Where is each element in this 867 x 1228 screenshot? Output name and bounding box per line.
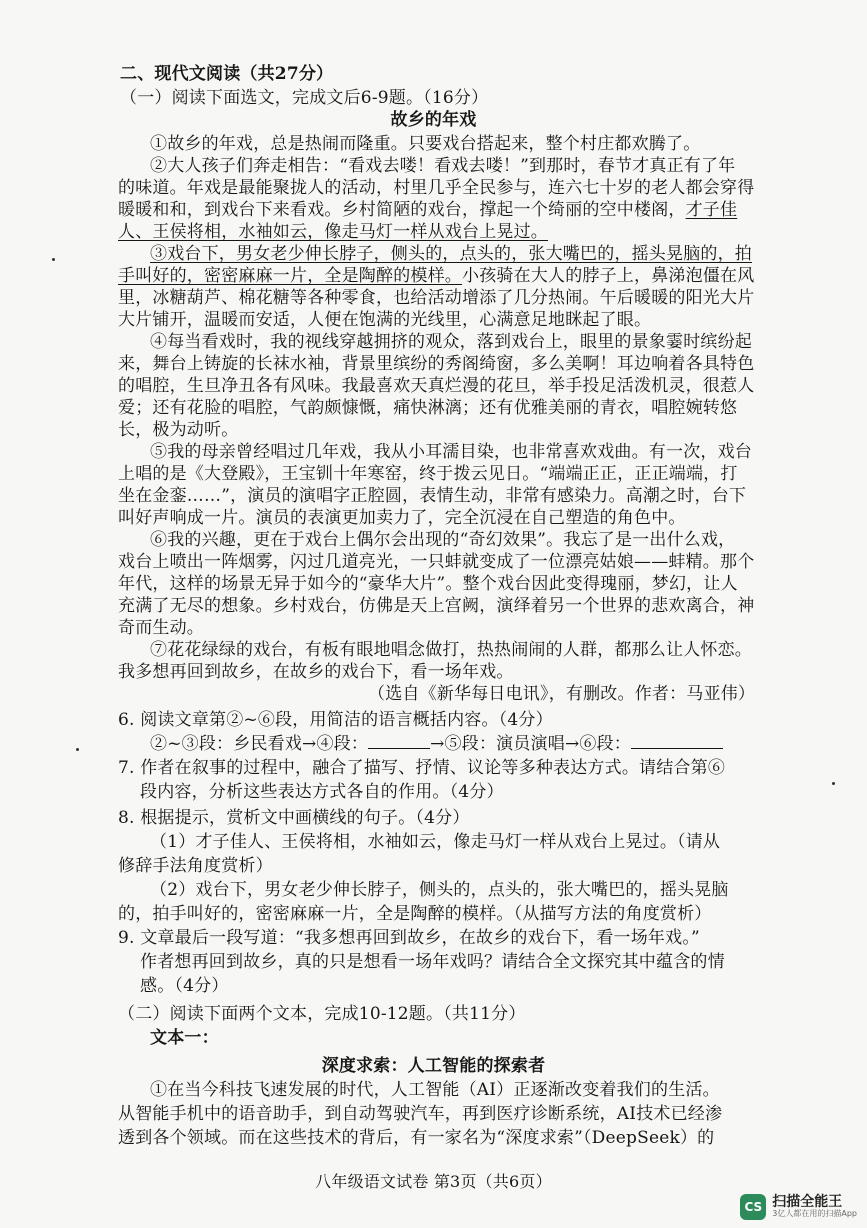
text1-line-3: 透到各个领域。而在这些技术的背后，有一家名为“深度求索”（DeepSeek）的 — [118, 1128, 715, 1148]
question-8-sub-2-line-2: 的，拍手叫好的，密密麻麻一片，全是陶醉的模样。（从描写方法的角度赏析） — [118, 904, 712, 924]
text1-title: 深度求索：人工智能的探索者 — [321, 1056, 546, 1076]
scan-speck — [832, 782, 835, 785]
part1-intro: （一）阅读下面选文，完成文后6-9题。（16分） — [120, 88, 489, 108]
watermark-subtitle: 3亿人都在用的扫描App — [772, 1209, 857, 1219]
question-8: 8. 根据提示，赏析文中画横线的句子。（4分） — [118, 808, 470, 828]
scanner-watermark — [740, 1194, 857, 1220]
watermark-text — [772, 1195, 857, 1219]
paragraph-3-line-3: 里，冰糖葫芦、棉花糖等各种零食，也给活动增添了几分热闹。午后暖暖的阳光大片 — [118, 288, 755, 308]
underlined-sentence-2-end: 手叫好的，密密麻麻一片，全是陶醉的模样。 — [118, 266, 462, 286]
question-7-line-2: 段内容，分析这些表达方式各自的作用。（4分） — [140, 782, 504, 802]
question-8-sub-1-line-2: 修辞手法角度赏析） — [118, 856, 273, 876]
underlined-sentence-2-start: ③戏台下，男女老少伸长脖子，侧头的，点头的，张大嘴巴的，摇头晃脑的，拍 — [150, 244, 752, 264]
section-heading: 二、现代文阅读（共27分） — [120, 64, 334, 84]
paragraph-5-line-1: ⑤我的母亲曾经唱过几年戏，我从小耳濡目染，也非常喜欢戏曲。有一次，戏台 — [150, 442, 752, 462]
scanner-logo-icon: CS — [740, 1194, 766, 1220]
paragraph-3-line-2-rest: 小孩骑在大人的脖子上，鼻涕泡僵在风 — [462, 266, 755, 286]
scan-speck — [76, 748, 79, 751]
paragraph-5-line-2: 上唱的是《大登殿》，王宝钏十年寒窑，终于拨云见日。“端端正正，正正端端，打 — [118, 464, 738, 484]
q6-part-a: ②~③段：乡民看戏→④段： — [150, 734, 369, 754]
paragraph-7-line-1: ⑦花花绿绿的戏台，有板有眼地唱念做打，热热闹闹的人群，都那么让人怀恋。 — [150, 640, 752, 660]
paragraph-6-line-4: 充满了无尽的想象。乡村戏台，仿佛是天上宫阙，演绎着另一个世界的悲欢离合，神 — [118, 596, 755, 616]
paragraph-6-line-3: 年代，这样的场景无异于如今的“豪华大片”。整个戏台因此变得瑰丽，梦幻，让人 — [118, 574, 738, 594]
paragraph-6-line-2: 戏台上喷出一阵烟雾，闪过几道亮光，一只蚌就变成了一位漂亮姑娘——蚌精。那个 — [118, 552, 755, 572]
paragraph-3-line-4: 大片铺开，温暖而安适，人便在饱满的光线里，心满意足地眯起了眼。 — [118, 310, 652, 330]
underlined-sentence-1-end: 人、王侯将相，水袖如云，像走马灯一样从戏台上晃过。 — [118, 222, 548, 242]
scan-speck — [52, 258, 55, 261]
q6-answer-blank-1[interactable] — [368, 733, 430, 749]
q6-part-b: →⑤段：演员演唱→⑥段： — [430, 734, 631, 754]
paragraph-4-line-1: ④每当看戏时，我的视线穿越拥挤的观众，落到戏台上，眼里的景象霎时缤纷起 — [150, 332, 752, 352]
watermark-title: 扫描全能王 — [772, 1193, 843, 1210]
text1-label: 文本一： — [150, 1028, 219, 1048]
question-9-line-1: 9. 文章最后一段写道：“我多想再回到故乡，在故乡的戏台下，看一场年戏。” — [118, 928, 700, 948]
paragraph-1: ①故乡的年戏，总是热闹而隆重。只要戏台搭起来，整个村庄都欢腾了。 — [150, 134, 701, 154]
question-9-line-3: 感。（4分） — [140, 976, 229, 996]
paragraph-2-line-1: ②大人孩子们奔走相告：“看戏去喽！看戏去喽！”到那时，春节才真正有了年 — [150, 156, 736, 176]
paragraph-2-line-3 — [118, 198, 737, 222]
article-source: （选自《新华每日电讯》，有删改。作者：马亚伟） — [368, 684, 756, 704]
text1-line-2: 从智能手机中的语音助手，到自动驾驶汽车，再到医疗诊断系统，AI技术已经渗 — [118, 1104, 723, 1124]
question-6-summary-line — [150, 732, 723, 756]
text1-line-1: ①在当今科技飞速发展的时代，人工智能（AI）正逐渐改变着我们的生活。 — [150, 1080, 720, 1100]
paragraph-4-line-3: 的唱腔，生旦净丑各有风味。我最喜欢天真烂漫的花旦，举手投足活泼机灵，很惹人 — [118, 376, 755, 396]
underlined-sentence-1-start: 才子佳 — [685, 200, 738, 220]
part2-intro: （二）阅读下面两个文本，完成10-12题。（共11分） — [118, 1004, 526, 1024]
paragraph-3-line-2 — [118, 264, 754, 288]
paragraph-2-line-3-text: 暖暖和和，到戏台下来看戏。乡村简陋的戏台，撑起一个绮丽的空中楼阁， — [118, 200, 686, 220]
paragraph-7-line-2: 我多想再回到故乡，在故乡的戏台下，看一场年戏。 — [118, 662, 514, 682]
paragraph-4-line-2: 来，舞台上铸旋的长袜水袖，背景里缤纷的秀阁绮窗，多么美啊！耳边响着各具特色 — [118, 354, 755, 374]
paragraph-2-line-2: 的味道。年戏是最能聚拢人的活动，村里几乎全民参与，连六七十岁的老人都会穿得 — [118, 178, 755, 198]
paragraph-4-line-4: 爱；还有花脸的唱腔，气韵颇慷慨，痛快淋漓；还有优雅美丽的青衣，唱腔婉转悠 — [118, 398, 738, 418]
article-title: 故乡的年戏 — [390, 110, 477, 130]
question-9-line-2: 作者想再回到故乡，真的只是想看一场年戏吗？请结合全文探究其中蕴含的情 — [140, 952, 725, 972]
paragraph-6-line-1: ⑥我的兴趣，更在于戏台上偶尔会出现的“奇幻效果”。我忘了是一出什么戏， — [150, 530, 736, 550]
question-6: 6. 阅读文章第②~⑥段，用简洁的语言概括内容。（4分） — [118, 710, 553, 730]
paragraph-5-line-3: 坐在金銮……”，演员的演唱字正腔圆，表情生动，非常有感染力。高潮之时，台下 — [118, 486, 747, 506]
question-8-sub-2-line-1: （2）戏台下，男女老少伸长脖子，侧头的，点头的，张大嘴巴的，摇头晃脑 — [150, 880, 729, 900]
question-7-line-1: 7. 作者在叙事的过程中，融合了描写、抒情、议论等多种表达方式。请结合第⑥ — [118, 758, 726, 778]
paragraph-5-line-4: 叫好声响成一片。演员的表演更加卖力了，完全沉浸在自己塑造的角色中。 — [118, 508, 686, 528]
q6-answer-blank-2[interactable] — [631, 733, 723, 749]
paragraph-4-line-5: 长，极为动听。 — [118, 420, 239, 440]
question-8-sub-1-line-1: （1）才子佳人、王侯将相，水袖如云，像走马灯一样从戏台上晃过。（请从 — [150, 832, 721, 852]
page-footer: 八年级语文试卷 第3页（共6页） — [315, 1172, 552, 1191]
paragraph-6-line-5: 奇而生动。 — [118, 618, 204, 638]
